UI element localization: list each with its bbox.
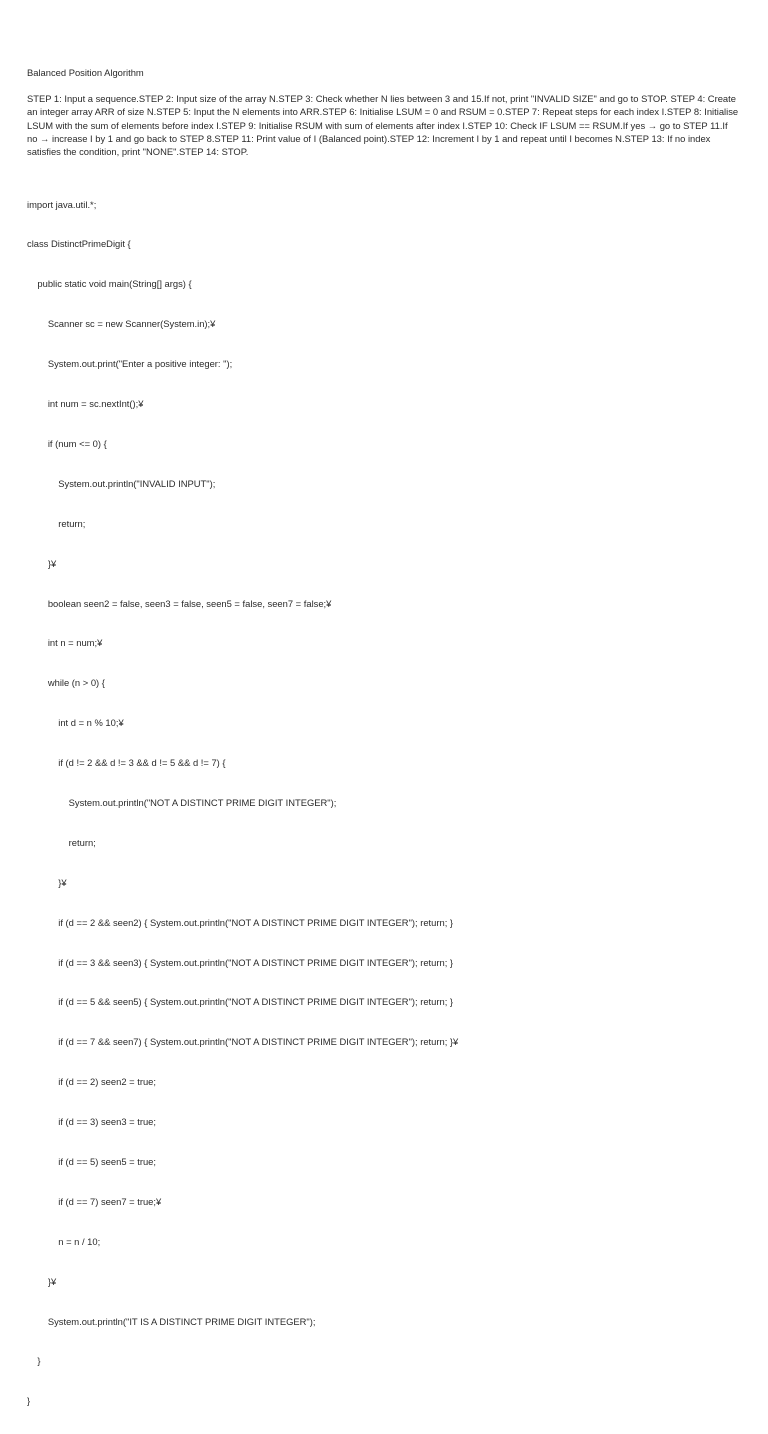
code-line: int num = sc.nextInt();¥ <box>27 398 144 410</box>
code-line: System.out.println("INVALID INPUT"); <box>27 477 216 489</box>
code-line: import java.util.*; <box>27 198 97 210</box>
code-line: return; <box>27 836 96 848</box>
code-line: Scanner sc = new Scanner(System.in);¥ <box>27 318 216 330</box>
code-line: }¥ <box>27 1275 57 1287</box>
code-line: System.out.println("NOT A DISTINCT PRIME DIGIT INTEGER"); <box>27 796 337 808</box>
code-block <box>27 171 458 1434</box>
code-line: if (num <= 0) { <box>27 437 107 449</box>
code-line: if (d == 5 && seen5) { System.out.println("NOT A DISTINCT PRIME DIGIT INTEGER"); return; } <box>27 996 454 1008</box>
document-title: Balanced Position Algorithm <box>27 67 144 78</box>
code-line: public static void main(String[] args) { <box>27 278 192 290</box>
code-line: if (d == 2) seen2 = true; <box>27 1076 156 1088</box>
code-line: System.out.println("IT IS A DISTINCT PRIME DIGIT INTEGER"); <box>27 1315 316 1327</box>
code-line: if (d == 7) seen7 = true;¥ <box>27 1195 162 1207</box>
code-line: int n = num;¥ <box>27 637 103 649</box>
code-line: class DistinctPrimeDigit { <box>27 238 131 250</box>
code-line: return; <box>27 517 86 529</box>
code-line: if (d == 7 && seen7) { System.out.println("NOT A DISTINCT PRIME DIGIT INTEGER"); return; }¥ <box>27 1036 459 1048</box>
code-line: if (d == 3) seen3 = true; <box>27 1116 156 1128</box>
code-line: if (d == 5) seen5 = true; <box>27 1155 156 1167</box>
code-line: } <box>27 1355 41 1367</box>
code-line: while (n > 0) { <box>27 677 105 689</box>
code-line: } <box>27 1395 31 1407</box>
code-line: if (d != 2 && d != 3 && d != 5 && d != 7) { <box>27 757 226 769</box>
code-line: boolean seen2 = false, seen3 = false, seen5 = false, seen7 = false;¥ <box>27 597 332 609</box>
code-line: System.out.print("Enter a positive integer: "); <box>27 358 233 370</box>
code-line: int d = n % 10;¥ <box>27 717 124 729</box>
code-line: if (d == 3 && seen3) { System.out.println("NOT A DISTINCT PRIME DIGIT INTEGER"); return; } <box>27 956 454 968</box>
code-line: n = n / 10; <box>27 1235 101 1247</box>
code-line: if (d == 2 && seen2) { System.out.println("NOT A DISTINCT PRIME DIGIT INTEGER"); return; } <box>27 916 454 928</box>
code-line: }¥ <box>27 876 67 888</box>
algorithm-steps: STEP 1: Input a sequence.STEP 2: Input size of the array N.STEP 3: Check whether N lies between 3 and 15.If not, print "INVALID SIZE" and go to STOP. STEP 4: Create an integer array ARR of size N.STEP 5: Input the N elements into ARR.STEP 6: Initialise LSUM = 0 and RSUM = 0.STEP 7: Repeat steps for each index I.STEP 8: Initialise LSUM with the sum of elements before index I.STEP 9: Initialise RSUM with sum of elements after index I.STEP 10: Check IF LSUM == RSUM.If yes → go to STEP 11.If no → increase I by 1 and go back to STEP 8.STEP 11: Print value of I (Balanced point).STEP 12: Increment I by 1 and repeat until I becomes N.STEP 13: If no index satisfies the condition, print "NONE".STEP 14: STOP. <box>27 93 739 158</box>
code-line: }¥ <box>27 557 57 569</box>
